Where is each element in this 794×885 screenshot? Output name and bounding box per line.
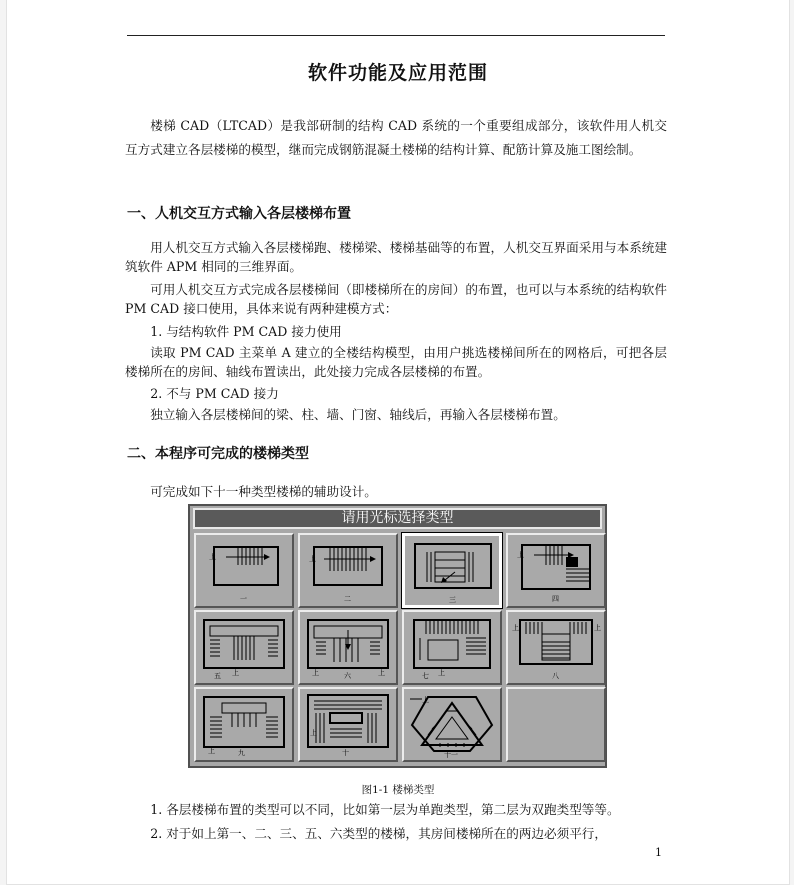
- svg-text:上: 上: [312, 669, 319, 677]
- svg-text:上: 上: [378, 669, 385, 677]
- stair-type-9-icon: [196, 689, 292, 760]
- stair-type-11[interactable]: [402, 687, 502, 762]
- stair-type-6-icon: [300, 612, 396, 683]
- stair-type-10-label: 十: [342, 749, 349, 757]
- stair-type-5-label: 五: [214, 672, 221, 680]
- stair-type-2-icon: [300, 535, 396, 606]
- stair-type-3-label: 三: [449, 596, 456, 604]
- section1-paragraph-1: 用人机交互方式输入各层楼梯跑、楼梯梁、楼梯基础等的布置，人机交互界面采用与本系统建筑软件 APM 相同的三维界面。: [125, 240, 667, 274]
- document-page: [6, 0, 790, 885]
- svg-text:上: 上: [209, 553, 216, 561]
- stair-type-1-label: 一: [240, 595, 247, 603]
- stair-type-empty: [506, 687, 606, 762]
- stair-type-8-label: 八: [552, 672, 559, 680]
- section1-paragraph-4: 独立输入各层楼梯间的梁、柱、墙、门窗、轴线后，再输入各层楼梯布置。: [150, 407, 566, 422]
- section2-heading: 二、本程序可完成的楼梯类型: [127, 446, 309, 462]
- stair-type-selector: [188, 504, 607, 768]
- stair-type-3[interactable]: [402, 533, 502, 608]
- svg-text:上: 上: [438, 669, 445, 677]
- stair-type-9[interactable]: [194, 687, 294, 762]
- stair-type-11-icon: [404, 689, 500, 760]
- note-1: 1. 各层楼梯布置的类型可以不同，比如第一层为单跑类型，第二层为双跑类型等等。: [150, 802, 620, 817]
- intro-paragraph: 楼梯 CAD（LTCAD）是我部研制的结构 CAD 系统的一个重要组成部分，该软件用人机交互方式建立各层楼梯的模型，继而完成钢筋混凝土楼梯的结构计算、配筋计算及施工图绘制。: [125, 118, 667, 157]
- figure-caption: 图1-1 楼梯类型: [361, 784, 435, 796]
- selector-title: 请用光标选择类型: [193, 508, 602, 529]
- svg-text:上: 上: [512, 624, 519, 632]
- section1-paragraph-2: 可用人机交互方式完成各层楼梯间（即楼梯所在的房间）的布置，也可以与本系统的结构软件 PM CAD 接口使用，具体来说有两种建模方式：: [125, 282, 667, 316]
- stair-type-5-icon: [196, 612, 292, 683]
- stair-type-4-label: 四: [552, 595, 559, 603]
- stair-type-5[interactable]: [194, 610, 294, 685]
- stair-type-6-label: 六: [344, 672, 351, 680]
- stair-type-empty-icon: [508, 689, 604, 760]
- stair-type-7-label: 七: [422, 672, 429, 680]
- svg-text:上: 上: [517, 551, 524, 559]
- stair-type-8[interactable]: [506, 610, 606, 685]
- stair-type-1[interactable]: [194, 533, 294, 608]
- stair-type-1-icon: [196, 535, 292, 606]
- note-2: 2. 对于如上第一、二、三、五、六类型的楼梯，其房间楼梯所在的两边必须平行，: [150, 826, 607, 841]
- section1-item-2: 2. 不与 PM CAD 接力: [150, 386, 279, 401]
- svg-text:上: 上: [232, 669, 239, 677]
- page-number: 1: [655, 846, 662, 859]
- stair-type-7-icon: [404, 612, 500, 683]
- svg-text:上: 上: [310, 729, 317, 737]
- svg-text:上: 上: [208, 747, 215, 755]
- header-rule: [127, 35, 665, 36]
- stair-type-10-icon: [300, 689, 396, 760]
- stair-type-9-label: 九: [238, 749, 245, 757]
- stair-type-8-icon: [508, 612, 604, 683]
- stair-type-2-label: 二: [344, 595, 351, 603]
- svg-text:上: 上: [422, 696, 429, 704]
- stair-type-2[interactable]: [298, 533, 398, 608]
- stair-type-10[interactable]: [298, 687, 398, 762]
- stair-type-7[interactable]: [402, 610, 502, 685]
- section1-item-1: 1. 与结构软件 PM CAD 接力使用: [150, 324, 342, 339]
- stair-type-3-icon: [405, 536, 501, 607]
- stair-type-4-icon: [508, 535, 604, 606]
- stair-type-4[interactable]: [506, 533, 606, 608]
- svg-text:上: 上: [594, 624, 601, 632]
- svg-text:上: 上: [309, 555, 316, 563]
- stair-type-11-label: 十一: [444, 751, 458, 759]
- page-title: 软件功能及应用范围: [307, 62, 488, 84]
- section1-paragraph-3: 读取 PM CAD 主菜单 A 建立的全楼结构模型，由用户挑选楼梯间所在的网格后，可把各层楼梯所在的房间、轴线布置读出，此处接力完成各层楼梯的布置。: [125, 345, 667, 379]
- section2-paragraph-1: 可完成如下十一种类型楼梯的辅助设计。: [150, 484, 377, 499]
- section1-heading: 一、人机交互方式输入各层楼梯布置: [127, 206, 351, 222]
- stair-type-6[interactable]: [298, 610, 398, 685]
